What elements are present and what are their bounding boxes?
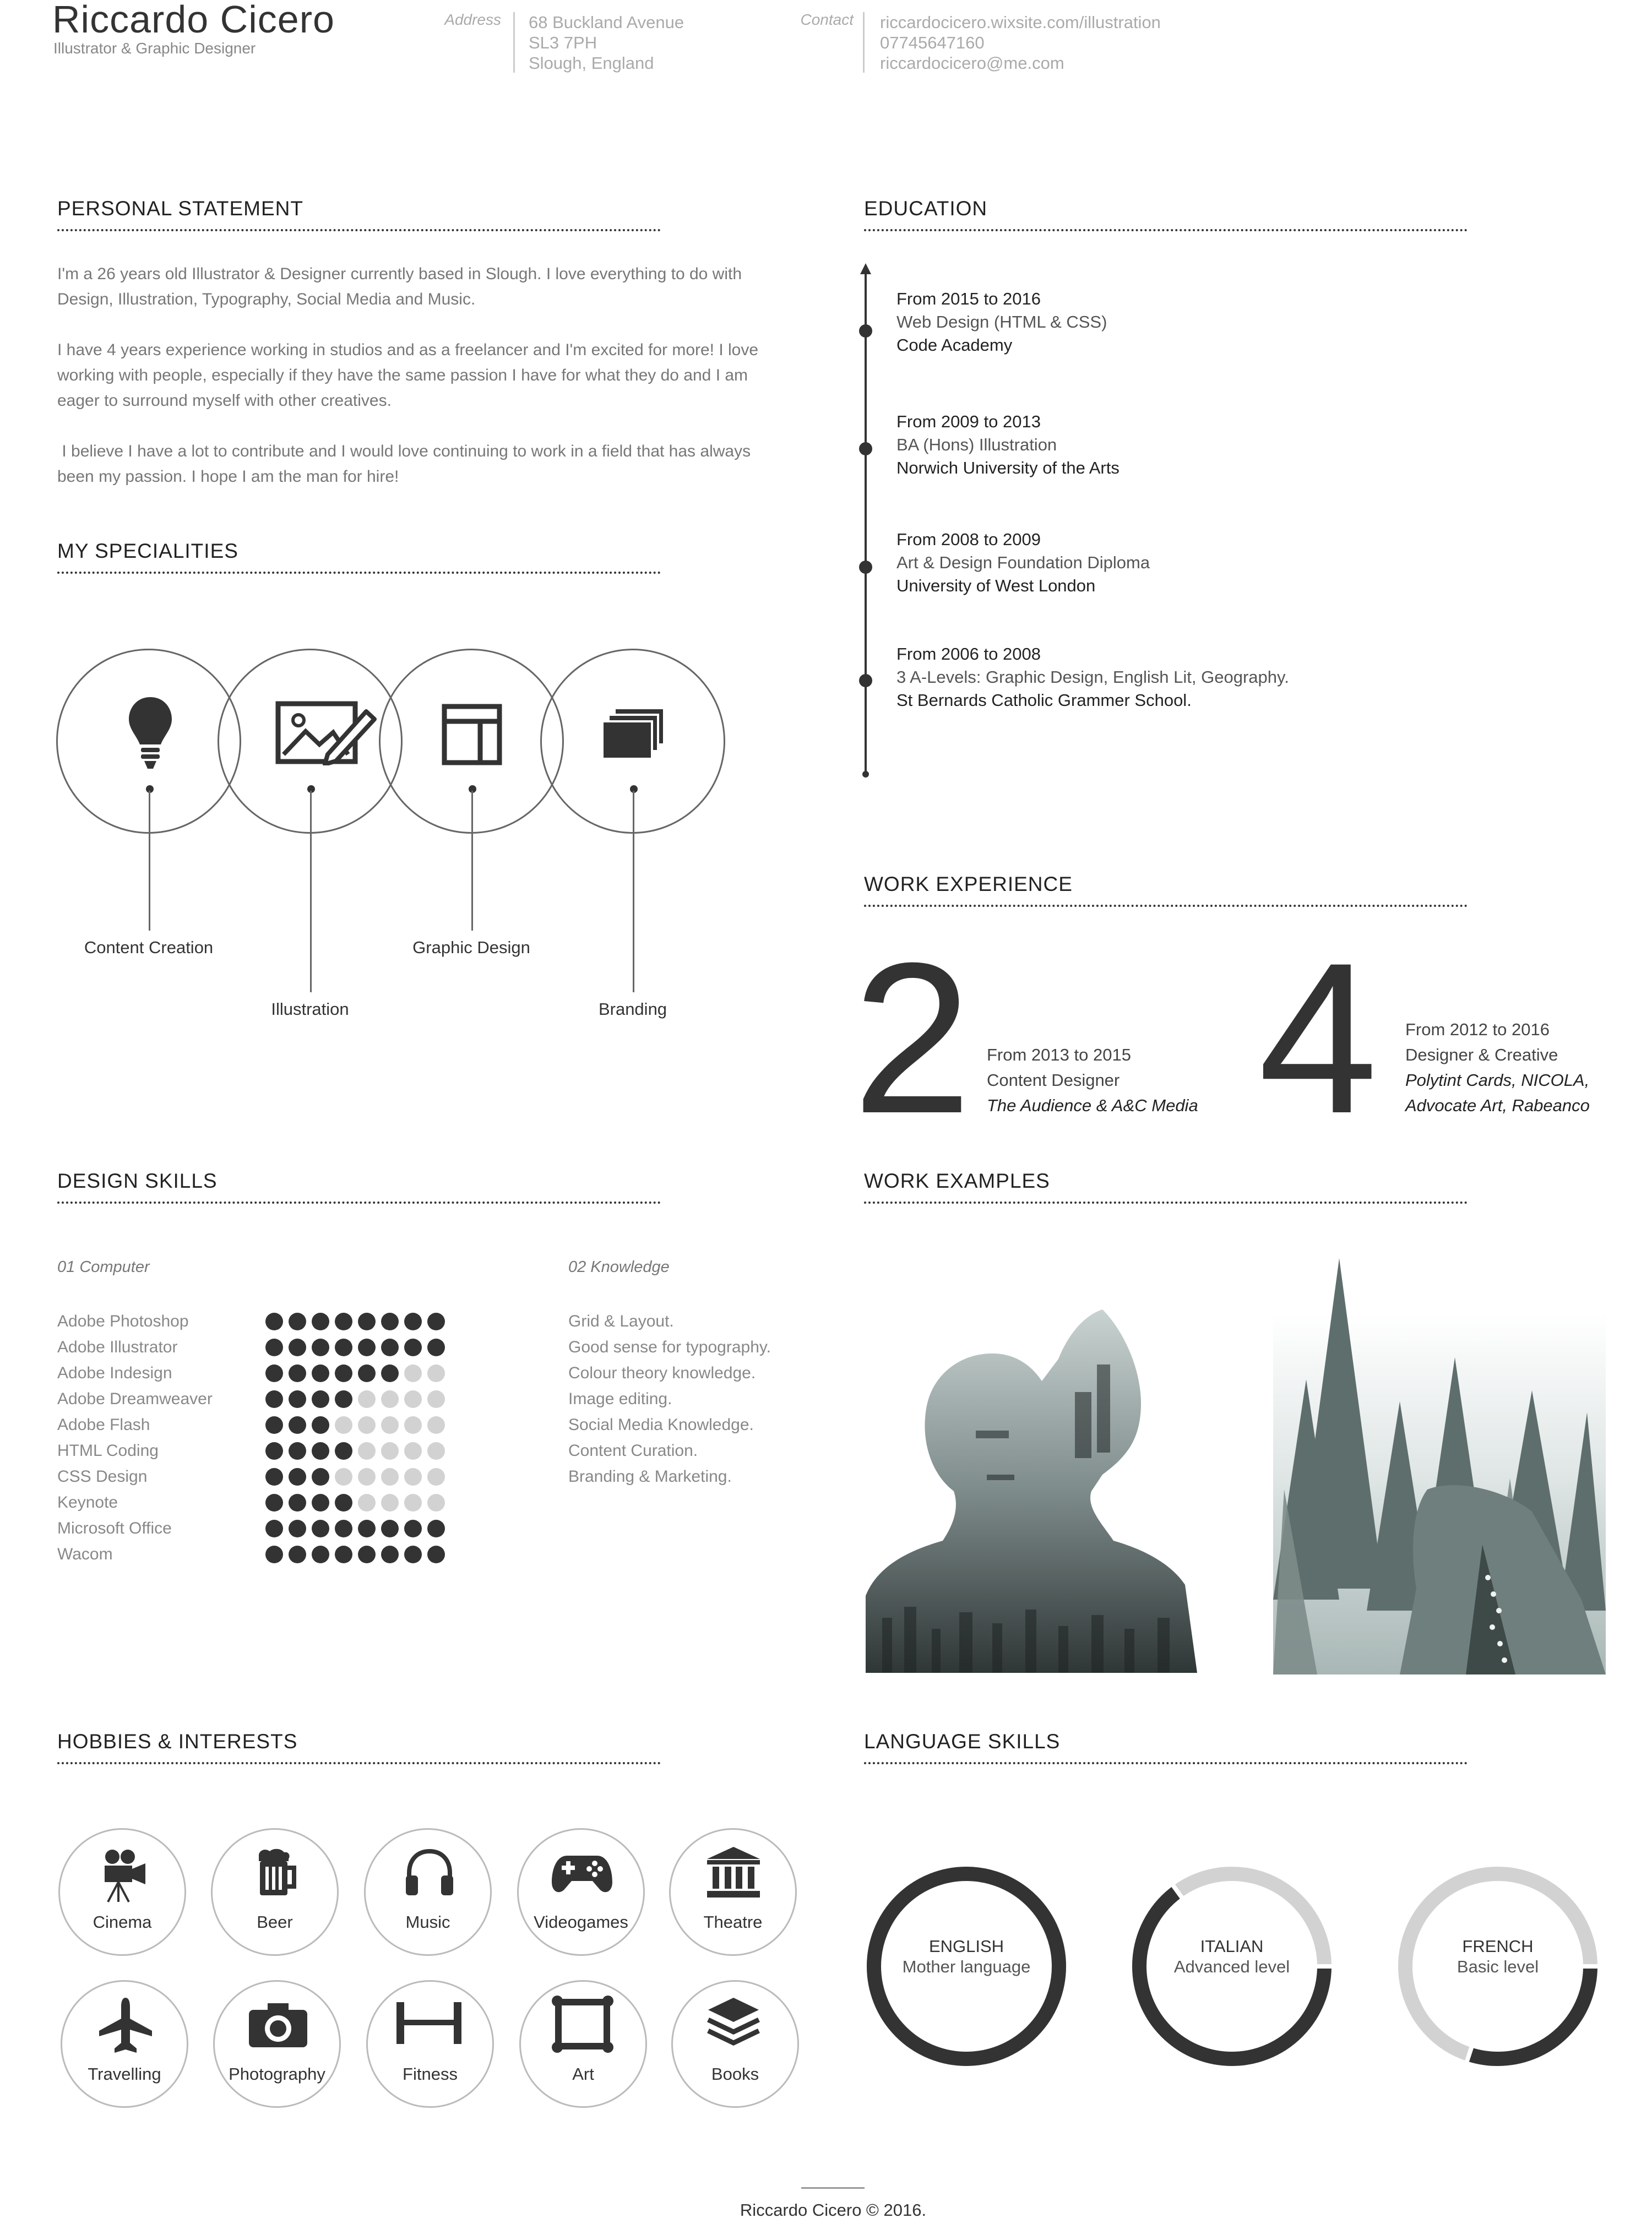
experience-years-number: 2 <box>852 918 972 1158</box>
language-level: Basic level <box>1457 1957 1539 1976</box>
skill-dot-filled <box>289 1494 306 1512</box>
skill-dot-filled <box>312 1416 329 1434</box>
skill-dot-empty <box>358 1494 376 1512</box>
experience-role: Designer & Creative <box>1405 1045 1558 1064</box>
education-entry <box>896 289 1107 355</box>
skill-dot-empty <box>404 1390 422 1408</box>
contact-email[interactable]: riccardocicero@me.com <box>880 53 1064 73</box>
skill-name: Adobe Dreamweaver <box>57 1390 213 1408</box>
computer-skills-list <box>57 1308 213 1567</box>
address-line: 68 Buckland Avenue <box>529 13 684 32</box>
section-divider <box>57 1202 661 1204</box>
skill-dot-empty <box>335 1468 352 1486</box>
skill-name: Wacom <box>57 1545 113 1563</box>
skill-name: Microsoft Office <box>57 1519 172 1537</box>
section-divider <box>864 905 1468 907</box>
speciality-label: Graphic Design <box>412 938 530 957</box>
beer-mug-icon <box>256 1848 297 1898</box>
contact-block <box>880 12 1161 73</box>
knowledge-item: Colour theory knowledge. <box>568 1364 756 1382</box>
skill-dot-empty <box>427 1468 445 1486</box>
experience-entry <box>1405 1017 1590 1118</box>
skill-dot-filled <box>265 1520 283 1537</box>
specialities-title: MY SPECIALITIES <box>57 540 238 562</box>
hobby-label: Theatre <box>703 1912 763 1932</box>
experience-company: Advocate Art, Rabeanco <box>1405 1096 1590 1115</box>
skill-name: CSS Design <box>57 1467 148 1486</box>
skill-dot-filled <box>358 1313 376 1330</box>
layout-icon <box>442 704 502 765</box>
skill-dot-filled <box>265 1339 283 1356</box>
personal-statement-text <box>57 262 817 490</box>
skill-dot-empty <box>404 1494 422 1512</box>
computer-skills-heading: 01 Computer <box>57 1258 150 1276</box>
skill-dot-filled <box>358 1520 376 1537</box>
skill-dot-filled <box>404 1546 422 1563</box>
work-example-portrait-image[interactable] <box>866 1309 1197 1673</box>
statement-line: been my passion. I hope I am the man for hire! <box>57 467 399 486</box>
skill-name: Keynote <box>57 1493 118 1512</box>
section-divider <box>864 1762 1468 1764</box>
skill-dot-filled <box>335 1390 352 1408</box>
skill-dot-filled <box>335 1339 352 1356</box>
education-entry <box>896 412 1120 478</box>
skill-dot-filled <box>312 1390 329 1408</box>
language-name: ENGLISH <box>928 1937 1004 1956</box>
knowledge-item: Good sense for typography. <box>568 1338 771 1356</box>
skill-dot-empty <box>427 1442 445 1460</box>
skill-level-row <box>265 1360 445 1386</box>
skill-dot-filled <box>265 1313 283 1330</box>
hobby-label: Beer <box>257 1912 293 1932</box>
layers-icon <box>707 1997 760 2052</box>
picture-frame-icon <box>551 1994 615 2054</box>
contact-separator <box>863 12 865 73</box>
skill-dot-empty <box>381 1442 399 1460</box>
skill-dot-empty <box>404 1416 422 1434</box>
language-name: FRENCH <box>1462 1937 1534 1956</box>
section-divider <box>57 1762 661 1764</box>
skill-dot-filled <box>289 1339 306 1356</box>
experience-company: The Audience & A&C Media <box>987 1096 1198 1115</box>
stack-icon <box>600 706 666 761</box>
speciality-label: Branding <box>598 999 667 1019</box>
education-degree: BA (Hons) Illustration <box>896 435 1057 454</box>
headphones-icon <box>405 1848 454 1898</box>
education-degree: Art & Design Foundation Diploma <box>896 553 1150 572</box>
skill-dot-filled <box>381 1339 399 1356</box>
skill-dot-filled <box>404 1339 422 1356</box>
education-institution: Code Academy <box>896 335 1013 355</box>
skill-dot-filled <box>265 1416 283 1434</box>
hobby-label: Photography <box>229 2064 325 2084</box>
skill-dot-filled <box>427 1339 445 1356</box>
statement-line: eager to surround myself with other creatives. <box>57 392 392 410</box>
skill-dot-filled <box>312 1364 329 1382</box>
skill-dot-empty <box>427 1416 445 1434</box>
knowledge-item: Branding & Marketing. <box>568 1467 732 1486</box>
skill-dot-filled <box>381 1364 399 1382</box>
skill-dot-filled <box>289 1520 306 1537</box>
skill-dot-filled <box>289 1364 306 1382</box>
skill-dot-filled <box>358 1339 376 1356</box>
work-examples-title: WORK EXAMPLES <box>864 1170 1050 1192</box>
section-divider <box>57 229 661 231</box>
skill-dot-filled <box>289 1468 306 1486</box>
skill-dot-empty <box>404 1442 422 1460</box>
experience-role: Content Designer <box>987 1070 1120 1090</box>
dumbbell-icon <box>394 2001 464 2045</box>
section-divider <box>57 572 661 574</box>
skill-dot-filled <box>312 1546 329 1563</box>
skill-level-row <box>265 1386 445 1412</box>
resume-name: Riccardo Cicero <box>52 0 335 41</box>
skill-dot-filled <box>358 1546 376 1563</box>
education-date: From 2008 to 2009 <box>896 530 1041 549</box>
experience-date: From 2012 to 2016 <box>1405 1020 1550 1039</box>
skill-name: Adobe Indesign <box>57 1364 172 1382</box>
skill-dot-empty <box>358 1442 376 1460</box>
skill-dot-empty <box>358 1468 376 1486</box>
hobby-label: Videogames <box>534 1912 628 1932</box>
education-degree: Web Design (HTML & CSS) <box>896 312 1107 331</box>
speciality-connector <box>633 791 634 992</box>
hobby-label: Art <box>572 2064 594 2084</box>
knowledge-skills-list <box>568 1308 771 1489</box>
knowledge-item: Social Media Knowledge. <box>568 1416 754 1434</box>
footer-copyright: Riccardo Cicero © 2016. <box>740 2200 927 2220</box>
skill-dot-empty <box>381 1416 399 1434</box>
skill-dot-empty <box>335 1416 352 1434</box>
skill-dot-filled <box>312 1339 329 1356</box>
skill-dot-filled <box>335 1546 352 1563</box>
address-line: SL3 7PH <box>529 33 597 52</box>
skill-dot-empty <box>358 1416 376 1434</box>
education-title: EDUCATION <box>864 197 988 220</box>
skill-dot-filled <box>427 1546 445 1563</box>
skill-level-row <box>265 1334 445 1360</box>
address-block <box>529 12 684 73</box>
skill-level-row <box>265 1541 445 1567</box>
footer-divider <box>801 2187 865 2189</box>
skill-dot-filled <box>381 1313 399 1330</box>
camera-icon <box>248 2002 308 2048</box>
language-level: Advanced level <box>1173 1957 1290 1976</box>
airplane-icon <box>98 1997 153 2054</box>
skill-dot-empty <box>427 1494 445 1512</box>
skill-dot-filled <box>335 1520 352 1537</box>
skill-dot-filled <box>381 1520 399 1537</box>
skill-dot-filled <box>335 1313 352 1330</box>
hobby-label: Cinema <box>93 1912 152 1932</box>
skill-dot-filled <box>427 1520 445 1537</box>
speciality-connector <box>310 791 312 992</box>
skill-dot-filled <box>289 1546 306 1563</box>
hobbies-title: HOBBIES & INTERESTS <box>57 1730 298 1753</box>
film-camera-icon <box>100 1848 148 1903</box>
skill-dot-empty <box>404 1468 422 1486</box>
resume-subtitle: Illustrator & Graphic Designer <box>53 40 256 57</box>
contact-label: Contact <box>800 11 854 28</box>
skill-dot-filled <box>265 1390 283 1408</box>
speciality-label: Illustration <box>271 999 349 1019</box>
skill-dot-filled <box>312 1313 329 1330</box>
skill-name: Adobe Photoshop <box>57 1312 189 1330</box>
education-degree: 3 A-Levels: Graphic Design, English Lit, Geography. <box>896 667 1289 687</box>
skill-dot-filled <box>289 1416 306 1434</box>
skill-dot-empty <box>404 1364 422 1382</box>
education-date: From 2015 to 2016 <box>896 289 1041 308</box>
skill-name: Adobe Illustrator <box>57 1338 178 1356</box>
knowledge-item: Content Curation. <box>568 1442 698 1460</box>
skill-dot-filled <box>381 1546 399 1563</box>
skill-dot-filled <box>335 1364 352 1382</box>
experience-entry <box>987 1042 1198 1118</box>
skill-dot-empty <box>427 1390 445 1408</box>
skill-dot-filled <box>335 1442 352 1460</box>
hobby-label: Books <box>711 2064 759 2084</box>
skill-dot-empty <box>381 1390 399 1408</box>
skill-level-grid <box>265 1308 445 1567</box>
contact-website[interactable]: riccardocicero.wixsite.com/illustration <box>880 13 1161 32</box>
hobby-label: Music <box>405 1912 450 1932</box>
skill-dot-filled <box>265 1546 283 1563</box>
skill-dot-filled <box>358 1364 376 1382</box>
experience-date: From 2013 to 2015 <box>987 1045 1131 1064</box>
statement-line: working with people, especially if they have the same passion I have for what they do and I am <box>57 366 748 384</box>
skill-dot-filled <box>427 1313 445 1330</box>
education-institution: St Bernards Catholic Grammer School. <box>896 691 1192 710</box>
work-experience-title: WORK EXPERIENCE <box>864 873 1073 895</box>
skill-dot-empty <box>427 1364 445 1382</box>
skill-dot-empty <box>381 1468 399 1486</box>
statement-line: Design, Illustration, Typography, Social Media and Music. <box>57 290 476 308</box>
knowledge-item: Grid & Layout. <box>568 1312 674 1330</box>
contact-phone[interactable]: 07745647160 <box>880 33 985 52</box>
section-divider <box>864 1202 1468 1204</box>
hobby-label: Travelling <box>88 2064 161 2084</box>
design-skills-title: DESIGN SKILLS <box>57 1170 218 1192</box>
skill-dot-filled <box>404 1520 422 1537</box>
skill-dot-filled <box>312 1442 329 1460</box>
address-label: Address <box>444 11 501 28</box>
speciality-connector <box>149 791 150 931</box>
skill-level-row <box>265 1438 445 1464</box>
education-institution: University of West London <box>896 576 1096 595</box>
skill-level-row <box>265 1515 445 1541</box>
skill-dot-empty <box>358 1390 376 1408</box>
skill-dot-filled <box>289 1390 306 1408</box>
skill-dot-filled <box>312 1520 329 1537</box>
hobby-label: Fitness <box>403 2064 458 2084</box>
statement-line: I believe I have a lot to contribute and I would love continuing to work in a field that has always <box>57 442 751 460</box>
skill-dot-filled <box>289 1313 306 1330</box>
language-name: ITALIAN <box>1200 1937 1264 1956</box>
skill-dot-filled <box>265 1442 283 1460</box>
skill-dot-filled <box>335 1494 352 1512</box>
education-timeline <box>858 263 873 781</box>
gamepad-icon <box>551 1853 613 1895</box>
skill-level-row <box>265 1308 445 1334</box>
skill-level-row <box>265 1464 445 1489</box>
language-skills-title: LANGUAGE SKILLS <box>864 1730 1061 1753</box>
skill-dot-filled <box>312 1468 329 1486</box>
skill-dot-filled <box>265 1494 283 1512</box>
experience-company: Polytint Cards, NICOLA, <box>1405 1070 1590 1090</box>
address-separator <box>513 12 515 73</box>
picture-pencil-icon <box>275 699 377 765</box>
skill-dot-empty <box>381 1494 399 1512</box>
speciality-label: Content Creation <box>84 938 214 957</box>
personal-statement-title: PERSONAL STATEMENT <box>57 197 303 220</box>
work-example-forest-image[interactable] <box>1273 1258 1606 1675</box>
lightbulb-icon <box>126 695 175 772</box>
skill-dot-filled <box>289 1442 306 1460</box>
skill-name: Adobe Flash <box>57 1416 150 1434</box>
address-line: Slough, England <box>529 53 654 73</box>
skill-dot-filled <box>404 1313 422 1330</box>
experience-years-number: 4 <box>1258 918 1378 1158</box>
language-level: Mother language <box>902 1957 1031 1976</box>
skill-dot-filled <box>265 1364 283 1382</box>
section-divider <box>864 229 1468 231</box>
knowledge-item: Image editing. <box>568 1390 672 1408</box>
knowledge-skills-heading: 02 Knowledge <box>568 1258 670 1276</box>
education-date: From 2009 to 2013 <box>896 412 1041 431</box>
statement-line: I have 4 years experience working in studios and as a freelancer and I'm excited for more! I love <box>57 341 759 359</box>
skill-level-row <box>265 1412 445 1438</box>
skill-name: HTML Coding <box>57 1442 159 1460</box>
statement-line: I'm a 26 years old Illustrator & Designer currently based in Slough. I love everything to do with <box>57 265 742 283</box>
skill-dot-filled <box>265 1468 283 1486</box>
theatre-building-icon <box>705 1846 762 1899</box>
skill-level-row <box>265 1489 445 1515</box>
education-institution: Norwich University of the Arts <box>896 458 1120 477</box>
education-entry <box>896 644 1289 710</box>
speciality-connector <box>471 791 473 931</box>
skill-dot-filled <box>312 1494 329 1512</box>
education-entry <box>896 530 1150 596</box>
education-date: From 2006 to 2008 <box>896 644 1041 664</box>
